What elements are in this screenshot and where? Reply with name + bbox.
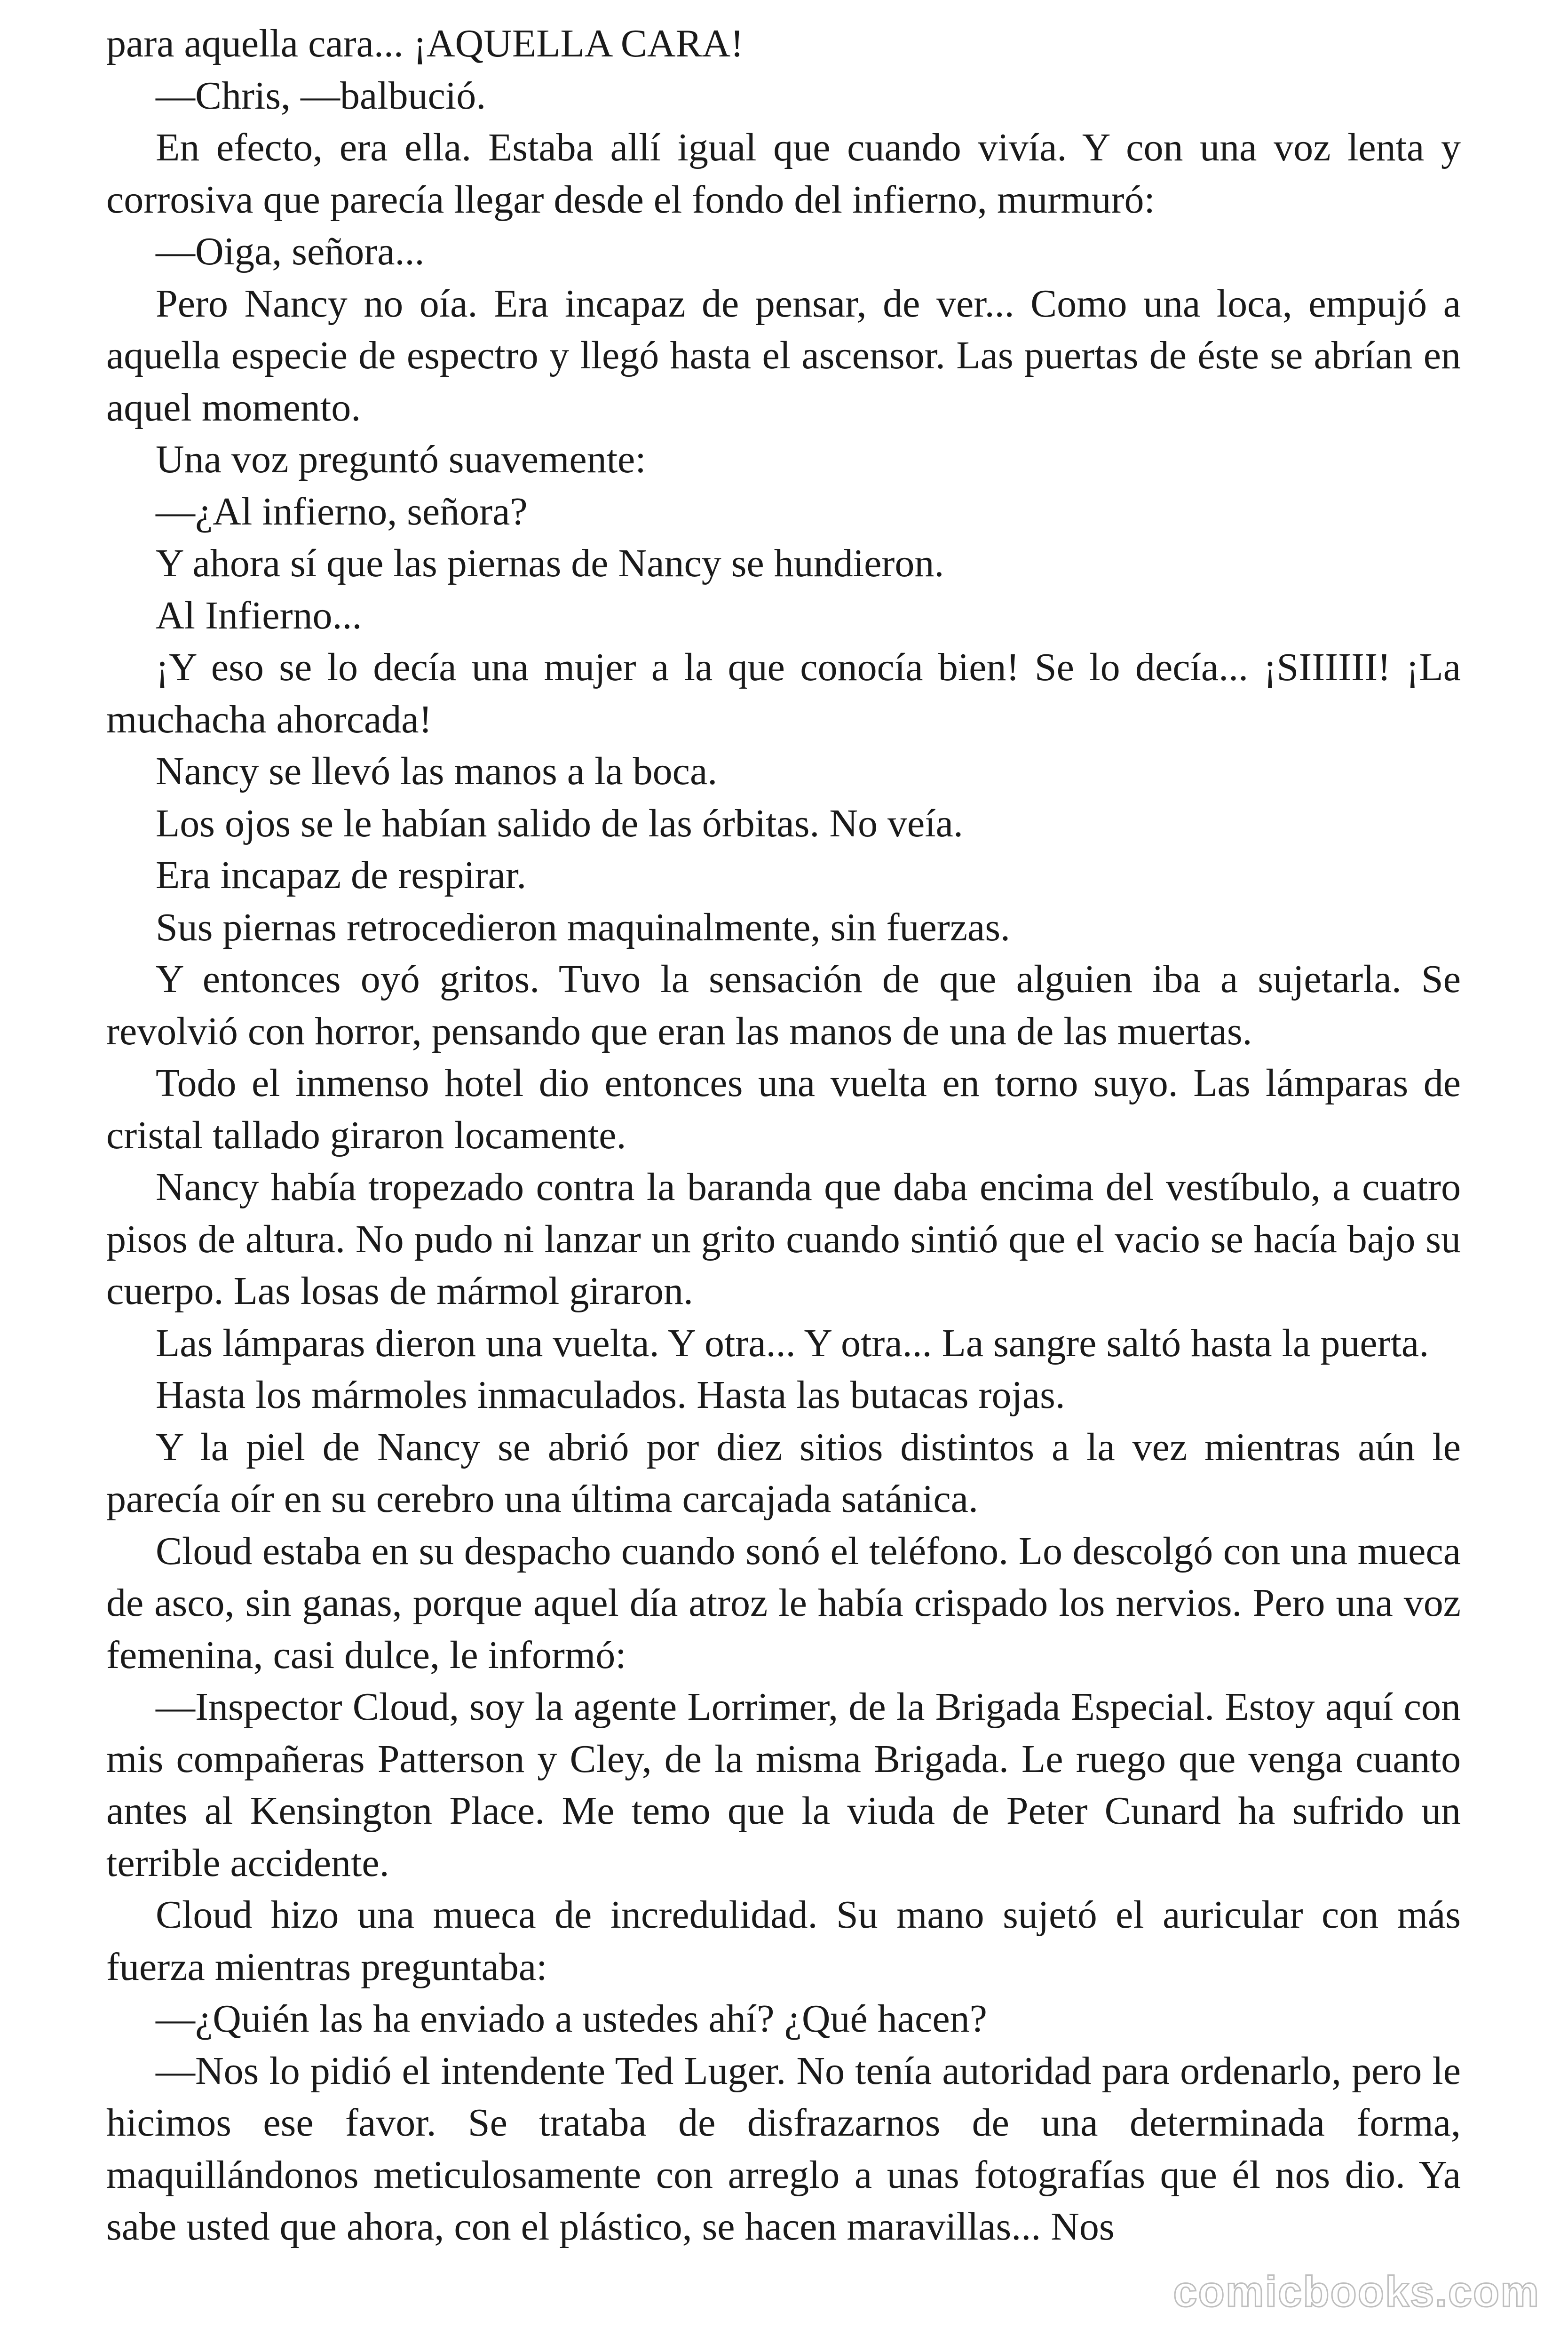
paragraph: Cloud estaba en su despacho cuando sonó el teléfono. Lo descolgó con una mueca de asco, sin ganas, porque aquel día atroz le había crispado los nervios. Pero una voz femenina, casi dulce, le informó: [106,1529,1461,1677]
paragraph: Nancy había tropezado contra la baranda que daba encima del vestíbulo, a cuatro pisos de altura. No pudo ni lanzar un grito cuando sintió que el vacio se hacía bajo su cuerpo. Las losas de mármol giraron. [106,1165,1461,1313]
paragraph: —¿Quién las ha enviado a ustedes ahí? ¿Qué hacen? [156,1997,987,2041]
paragraph: —Inspector Cloud, soy la agente Lorrimer, de la Brigada Especial. Estoy aquí con mis compañeras Patterson y Cley, de la misma Brigada. Le ruego que venga cuanto antes al Kensington Place. Me temo que la viuda de Peter Cunard ha sufrido un terrible accidente. [106,1685,1461,1885]
watermark: comicbooks.com [1173,2268,1540,2316]
paragraph: Pero Nancy no oía. Era incapaz de pensar, de ver... Como una loca, empujó a aquella especie de espectro y llegó hasta el ascensor. Las puertas de éste se abrían en aquel momento. [106,281,1461,429]
paragraph: En efecto, era ella. Estaba allí igual que cuando vivía. Y con una voz lenta y corrosiva que parecía llegar desde el fondo del infierno, murmuró: [106,126,1461,222]
paragraph: Sus piernas retrocedieron maquinalmente, sin fuerzas. [156,905,1011,949]
paragraph: Al Infierno... [156,593,362,637]
paragraph: Y entonces oyó gritos. Tuvo la sensación de que alguien iba a sujetarla. Se revolvió con horror, pensando que eran las manos de una de las muertas. [106,957,1461,1053]
paragraph: para aquella cara... ¡AQUELLA CARA! [106,22,744,65]
paragraph: Nancy se llevó las manos a la boca. [156,749,718,793]
paragraph: Las lámparas dieron una vuelta. Y otra... Y otra... La sangre saltó hasta la puerta. [156,1321,1429,1365]
paragraph: —Chris, —balbució. [156,73,486,118]
paragraph: —Oiga, señora... [156,230,425,273]
paragraph: —¿Al infierno, señora? [156,489,528,533]
paragraph: Era incapaz de respirar. [156,853,527,897]
page-body [106,18,1461,2253]
paragraph: Y ahora sí que las piernas de Nancy se hundieron. [156,541,944,585]
paragraph: Y la piel de Nancy se abrió por diez sitios distintos a la vez mientras aún le parecía oír en su cerebro una última carcajada satánica. [106,1425,1461,1521]
paragraph: ¡Y eso se lo decía una mujer a la que conocía bien! Se lo decía... ¡SIIIIII! ¡La muchacha ahorcada! [106,645,1461,741]
paragraph: Los ojos se le habían salido de las órbitas. No veía. [156,801,963,845]
paragraph: —Nos lo pidió el intendente Ted Luger. No tenía autoridad para ordenarlo, pero le hicimos ese favor. Se trataba de disfrazarnos de una determinada forma, maquillándonos meticulosamente con arreglo a unas fotografías que él nos dio. Ya sabe usted que ahora, con el plástico, se hacen maravillas... Nos [106,2049,1461,2249]
paragraph: Cloud hizo una mueca de incredulidad. Su mano sujetó el auricular con más fuerza mientras preguntaba: [106,1893,1461,1989]
paragraph: Una voz preguntó suavemente: [156,437,646,481]
paragraph: Hasta los mármoles inmaculados. Hasta las butacas rojas. [156,1373,1065,1417]
paragraph: Todo el inmenso hotel dio entonces una vuelta en torno suyo. Las lámparas de cristal tallado giraron locamente. [106,1061,1461,1157]
